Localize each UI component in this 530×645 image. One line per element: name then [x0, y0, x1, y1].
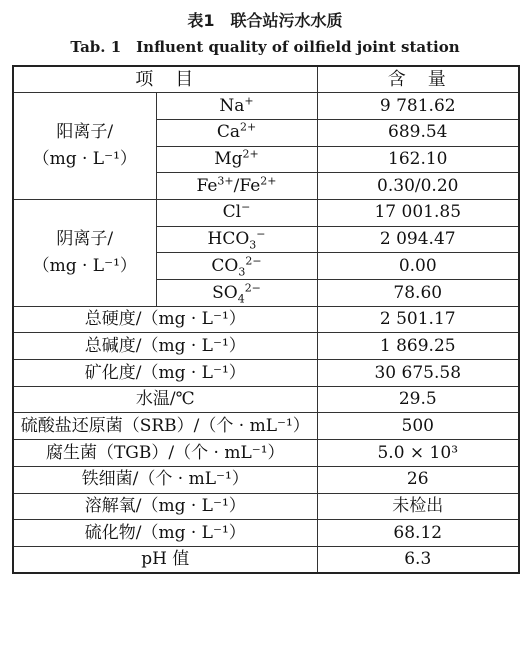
- ion-base: SO: [212, 282, 238, 303]
- ion-sub: 4: [237, 291, 245, 305]
- table-row: [13, 386, 519, 413]
- table-row: [13, 93, 519, 120]
- value-cell: 0.00: [317, 253, 519, 280]
- row-label: 矿化度/（mg · L⁻¹）: [13, 360, 317, 387]
- ion-base: Ca: [216, 122, 240, 143]
- ion-sup: 3+: [217, 174, 234, 188]
- value-cell: 17 001.85: [317, 199, 519, 226]
- table-row: [13, 333, 519, 360]
- ion-sup: 2+: [242, 147, 259, 161]
- ion-base: Na: [219, 95, 245, 116]
- ion-base: Cl: [222, 202, 242, 223]
- cation-group-label: [13, 93, 156, 200]
- ion-tail_sup: 2+: [260, 174, 277, 188]
- ion-sub: 3: [238, 265, 246, 279]
- ion-sup: −: [241, 200, 251, 214]
- row-label: 溶解氧/（mg · L⁻¹）: [13, 493, 317, 520]
- group-line1: 阴离子/: [56, 228, 114, 249]
- group-line2: （mg · L⁻¹）: [32, 149, 137, 170]
- ion-base: CO: [211, 255, 239, 276]
- ion-sub: 3: [249, 238, 257, 252]
- value-cell: 162.10: [317, 146, 519, 173]
- table-title-cn: 表1 联合站污水水质: [187, 11, 343, 30]
- ion-tail: /Fe: [233, 175, 261, 196]
- table-row: [13, 466, 519, 493]
- ion-base: Fe: [196, 175, 218, 196]
- ion-cell: [156, 173, 317, 200]
- table-row: [13, 440, 519, 467]
- ion-cell: [156, 119, 317, 146]
- row-label: pH 值: [13, 546, 317, 573]
- row-label: 总碱度/（mg · L⁻¹）: [13, 333, 317, 360]
- ion-cell: [156, 226, 317, 253]
- row-label: 硫酸盐还原菌（SRB）/（个 · mL⁻¹）: [13, 413, 317, 440]
- table-row: [13, 306, 519, 333]
- value-cell: 5.0 × 10³: [317, 440, 519, 467]
- row-label: 腐生菌（TGB）/（个 · mL⁻¹）: [13, 440, 317, 467]
- ion-sup: −: [256, 227, 266, 241]
- table-row: [13, 520, 519, 547]
- group-line1: 阳离子/: [56, 121, 114, 142]
- table-row: [13, 413, 519, 440]
- header-value: 含 量: [317, 66, 519, 93]
- table-row: [13, 546, 519, 573]
- water-quality-table: [12, 65, 520, 574]
- ion-cell: [156, 93, 317, 120]
- header-row: [13, 66, 519, 93]
- row-label: 铁细菌/（个 · mL⁻¹）: [13, 466, 317, 493]
- header-item: 项 目: [13, 66, 317, 93]
- ion-cell: [156, 253, 317, 280]
- ion-sup: 2−: [244, 280, 261, 294]
- value-cell: 9 781.62: [317, 93, 519, 120]
- ion-cell: [156, 199, 317, 226]
- row-label: 水温/℃: [13, 386, 317, 413]
- ion-base: HCO: [207, 229, 250, 250]
- table-row: [13, 199, 519, 226]
- table-row: [13, 493, 519, 520]
- ion-cell: [156, 280, 317, 307]
- value-cell: 2 501.17: [317, 306, 519, 333]
- value-cell: 1 869.25: [317, 333, 519, 360]
- table-title-en: Tab. 1 Influent quality of oilfield joint station: [70, 38, 460, 56]
- anion-group-label: [13, 199, 156, 306]
- value-cell: 689.54: [317, 119, 519, 146]
- value-cell: 未检出: [317, 493, 519, 520]
- value-cell: 26: [317, 466, 519, 493]
- value-cell: 0.30/0.20: [317, 173, 519, 200]
- row-label: 硫化物/（mg · L⁻¹）: [13, 520, 317, 547]
- group-line2: （mg · L⁻¹）: [32, 255, 137, 276]
- value-cell: 78.60: [317, 280, 519, 307]
- value-cell: 68.12: [317, 520, 519, 547]
- ion-sup: 2+: [239, 120, 257, 134]
- table-row: [13, 360, 519, 387]
- ion-sup: +: [244, 94, 254, 108]
- value-cell: 29.5: [317, 386, 519, 413]
- ion-cell: [156, 146, 317, 173]
- value-cell: 2 094.47: [317, 226, 519, 253]
- value-cell: 500: [317, 413, 519, 440]
- value-cell: 30 675.58: [317, 360, 519, 387]
- row-label: 总硬度/（mg · L⁻¹）: [13, 306, 317, 333]
- ion-sup: 2−: [245, 254, 262, 268]
- value-cell: 6.3: [317, 546, 519, 573]
- ion-base: Mg: [214, 149, 243, 170]
